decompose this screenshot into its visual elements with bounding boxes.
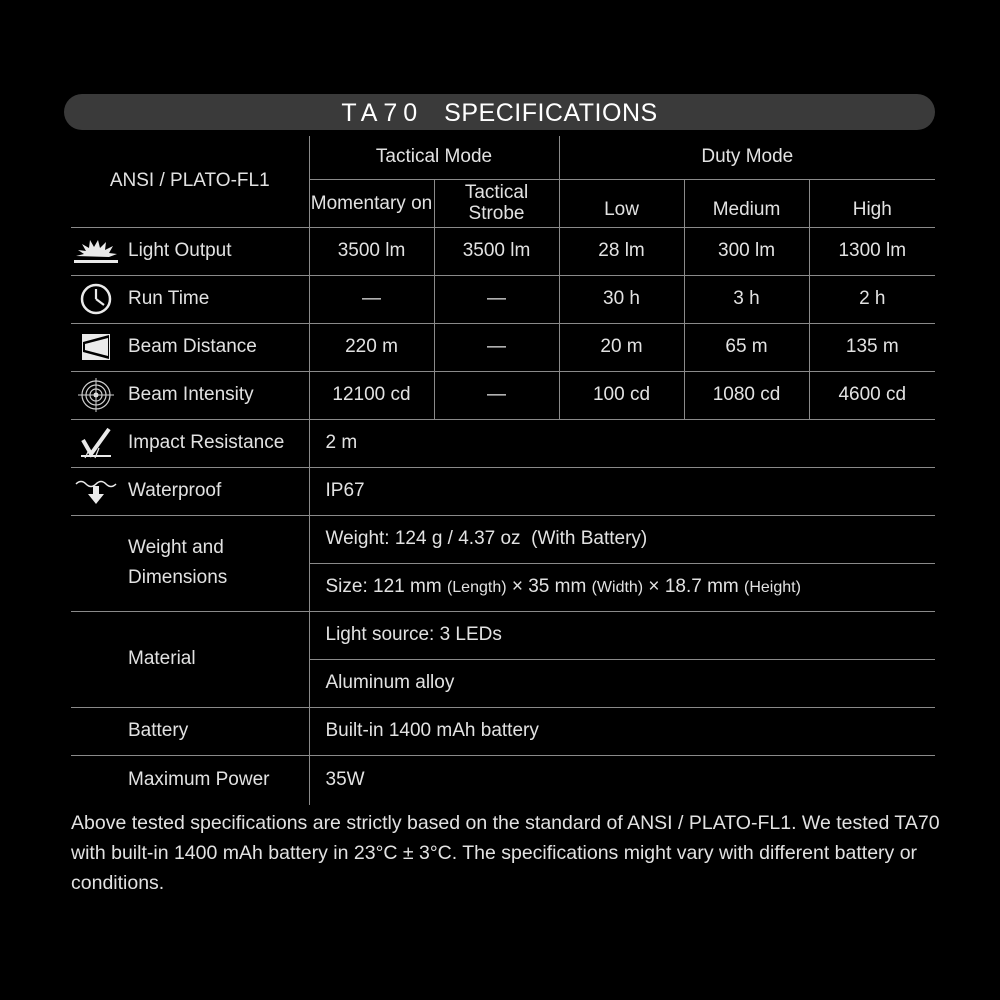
cell-intensity-high: 4600 cd	[809, 371, 935, 419]
mode-medium: Medium	[684, 179, 809, 227]
label-run-time: Run Time	[128, 288, 210, 309]
mode-low: Low	[559, 179, 684, 227]
label-material: Material	[128, 648, 196, 669]
cell-intensity-strobe: —	[434, 371, 559, 419]
cell-intensity-low: 100 cd	[559, 371, 684, 419]
row-max-power	[71, 755, 935, 805]
label-weight-line1: Weight and	[128, 537, 224, 558]
label-light-output: Light Output	[128, 240, 232, 261]
cell-light-medium: 300 lm	[684, 227, 809, 275]
cell-waterproof-value: IP67	[309, 467, 935, 515]
cell-light-low: 28 lm	[559, 227, 684, 275]
row-material-1	[71, 611, 935, 659]
size-width: 35 mm	[528, 576, 587, 597]
cell-material-light-source: Light source: 3 LEDs	[309, 611, 935, 659]
size-width-note: (Width)	[591, 579, 644, 596]
cell-run-low: 30 h	[559, 275, 684, 323]
size-length-note: (Length)	[446, 579, 507, 596]
mode-momentary: Momentary on	[309, 179, 434, 227]
cell-light-high: 1300 lm	[809, 227, 935, 275]
light-burst-icon	[71, 233, 121, 269]
target-icon	[71, 377, 121, 413]
cell-distance-strobe: —	[434, 323, 559, 371]
waterproof-icon	[71, 473, 121, 509]
size-height-note: (Height)	[744, 579, 801, 596]
label-beam-intensity: Beam Intensity	[128, 384, 254, 405]
cell-distance-high: 135 m	[809, 323, 935, 371]
row-impact	[71, 419, 935, 467]
row-waterproof	[71, 467, 935, 515]
cell-light-momentary: 3500 lm	[309, 227, 434, 275]
size-prefix: Size:	[325, 576, 374, 597]
clock-icon	[71, 281, 121, 317]
cell-impact-value: 2 m	[309, 419, 935, 467]
size-height: 18.7 mm	[664, 576, 739, 597]
footer-note: Above tested specifications are strictly based on the standard of ANSI / PLATO-FL1. We tested TA70 with built-in 1400 mAh battery in 23°C ± 3°C. The specifications might vary with different battery or conditions.	[71, 812, 940, 894]
label-impact: Impact Resistance	[128, 432, 285, 453]
label-weight-line2: Dimensions	[128, 567, 228, 588]
tactical-mode-header: Tactical Mode	[309, 136, 559, 179]
cell-distance-momentary: 220 m	[309, 323, 434, 371]
cell-material-body: Aluminum alloy	[309, 659, 935, 707]
size-times-2: ×	[648, 576, 660, 597]
label-max-power: Maximum Power	[128, 769, 270, 791]
beam-distance-icon	[71, 329, 121, 365]
duty-mode-header: Duty Mode	[559, 136, 935, 179]
label-battery: Battery	[128, 720, 189, 741]
spec-title-bar	[64, 94, 935, 130]
row-battery	[71, 707, 935, 755]
cell-intensity-momentary: 12100 cd	[309, 371, 434, 419]
title-text: SPECIFICATIONS	[444, 99, 658, 127]
cell-max-power-value: 35W	[309, 755, 935, 805]
header-group-row	[71, 136, 935, 179]
label-waterproof: Waterproof	[128, 480, 222, 501]
cell-light-strobe: 3500 lm	[434, 227, 559, 275]
cell-run-medium: 3 h	[684, 275, 809, 323]
cell-distance-low: 20 m	[559, 323, 684, 371]
cell-run-high: 2 h	[809, 275, 935, 323]
label-beam-distance: Beam Distance	[128, 336, 257, 357]
cell-battery-value: Built-in 1400 mAh battery	[309, 707, 935, 755]
spec-table	[71, 136, 935, 805]
row-light-output	[71, 227, 935, 275]
cell-run-momentary: —	[309, 275, 434, 323]
impact-icon	[71, 425, 121, 461]
row-beam-distance	[71, 323, 935, 371]
standard-label: ANSI / PLATO-FL1	[71, 136, 309, 227]
size-times-1: ×	[511, 576, 523, 597]
mode-strobe: Tactical Strobe	[434, 179, 559, 227]
cell-size-value	[309, 563, 935, 611]
title-model: TA70	[341, 99, 424, 127]
cell-run-strobe: —	[434, 275, 559, 323]
row-beam-intensity	[71, 371, 935, 419]
cell-distance-medium: 65 m	[684, 323, 809, 371]
cell-intensity-medium: 1080 cd	[684, 371, 809, 419]
size-length: 121 mm	[373, 576, 442, 597]
mode-high: High	[809, 179, 935, 227]
row-run-time	[71, 275, 935, 323]
row-weight	[71, 515, 935, 563]
cell-weight-value: Weight: 124 g / 4.37 oz (With Battery)	[309, 515, 935, 563]
